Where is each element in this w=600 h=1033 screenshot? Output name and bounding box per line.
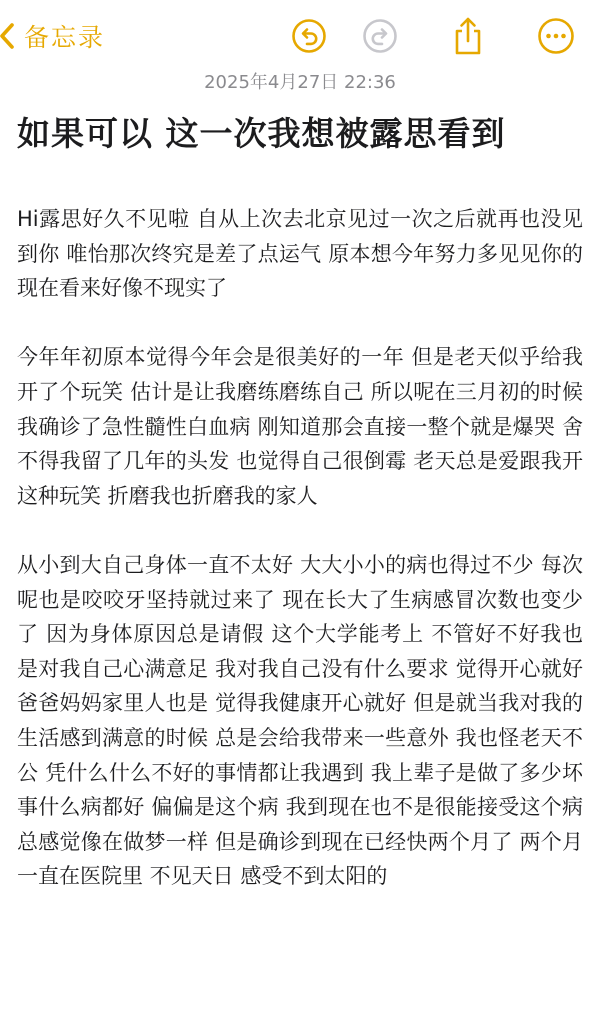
note-title[interactable]: 如果可以 这一次我想被露思看到 <box>17 114 506 153</box>
redo-button[interactable] <box>360 16 400 56</box>
chevron-left-icon <box>0 23 14 49</box>
redo-icon <box>362 18 398 54</box>
undo-icon <box>291 18 327 54</box>
more-button[interactable] <box>536 16 576 56</box>
toolbar <box>0 0 600 70</box>
share-icon <box>450 16 486 56</box>
note-paragraph: Hi露思好久不见啦 自从上次去北京见过一次之后就再也没见到你 唯怡那次终究是差了点运气 原本想今年努力多见见你的 现在看来好像不现实了 <box>17 207 583 301</box>
note-paragraph: 今年年初原本觉得今年会是很美好的一年 但是老天似乎给我开了个玩笑 估计是让我磨练磨练自己 所以呢在三月初的时候我确诊了急性髓性白血病 刚知道那会直接一整个就是爆哭 舍不得我留了几年的头发 也觉得自己很倒霉 老天总是爱跟我开这种玩笑 折磨我也折磨我的家人 <box>17 345 583 508</box>
back-label: 备忘录 <box>24 23 106 52</box>
share-button[interactable] <box>448 16 488 56</box>
undo-button[interactable] <box>289 16 329 56</box>
back-button[interactable] <box>0 14 105 58</box>
note-timestamp: 2025年4月27日 22:36 <box>204 72 396 93</box>
more-icon <box>537 17 575 55</box>
note-body[interactable] <box>17 202 583 928</box>
note-paragraph: 从小到大自己身体一直不太好 大大小小的病也得过不少 每次呢也是咬咬牙坚持就过来了 现在长大了生病感冒次数也变少了 因为身体原因总是请假 这个大学能考上 不管好不好我也是对我自己心满意足 我对我自己没有什么要求 觉得开心就好 爸爸妈妈家里人也是 觉得我健康开心就好 但是就当我对我的生活感到满意的时候 总是会给我带来一些意外 我也怪老天不公 凭什么什么不好的事情都让我遇到 我上辈子是做了多少坏事什么病都好 偏偏是这个病 我到现在也不是很能接受这个病 总感觉像在做梦一样 但是确诊到现在已经快两个月了 两个月一直在医院里 不见天日 感受不到太阳的 <box>17 552 583 889</box>
